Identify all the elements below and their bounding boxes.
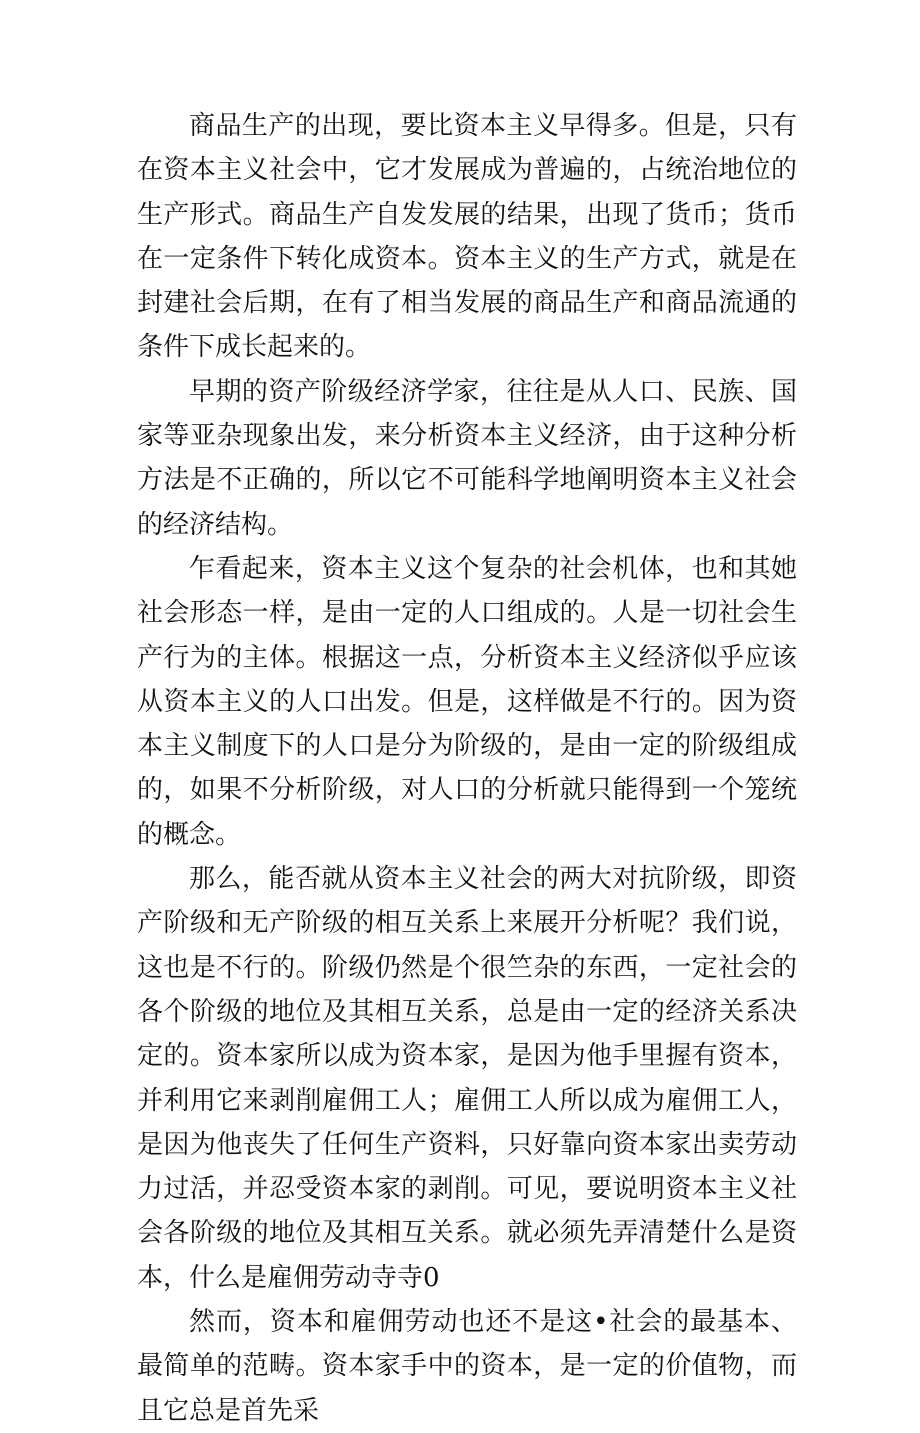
paragraph-5: 然而，资本和雇佣劳动也还不是这•社会的最基本、最简单的范畴。资本家手中的资本，是一定的价值物，而且它总是首先采 [137,1307,797,1426]
paragraph-3: 乍看起来，资本主义这个复杂的社会机体，也和其她社会形态一样，是由一定的人口组成的。人是一切社会生产行为的主体。根据这一点，分析资本主义经济似乎应该从资本主义的人口出发。但是，这样做是不行的。因为资本主义制度下的人口是分为阶级的，是由一定的阶级组成的，如果不分析阶级，对人口的分析就只能得到一个笼统的概念。 [137,553,797,850]
paragraph-2: 早期的资产阶级经济学家，往往是从人口、民族、国家等亚杂现象出发，来分析资本主义经济，由于这种分析方法是不正确的，所以它不可能科学地阐明资本主义社会的经济结构。 [137,376,797,540]
document-page [137,104,797,1433]
paragraph-4: 那么，能否就从资本主义社会的两大对抗阶级，即资产阶级和无产阶级的相互关系上来展开分析呢？我们说，这也是不行的。阶级仍然是个很竺杂的东西，一定社会的各个阶级的地位及其相互关系，总是由一定的经济关系决定的。资本家所以成为资本家，是因为他手里握有资本，并利用它来剥削雇佣工人；雇佣工人所以成为雇佣工人，是因为他丧失了任何生产资料，只好靠向资本家出卖劳动力过活，并忍受资本家的剥削。可见，要说明资本主义社会各阶级的地位及其相互关系。就必须先弄清楚什么是资本，什么是雇佣劳动寺寺0 [137,864,797,1293]
paragraph-1: 商品生产的出现，要比资本主义早得多。但是，只有在资本主义社会中，它才发展成为普遍的，占统治地位的生产形式。商品生产自发发展的结果，出现了货币；货币在一定条件下转化成资本。资本主义的生产方式，就是在封建社会后期，在有了相当发展的商品生产和商品流通的条件下成长起来的。 [137,111,797,363]
